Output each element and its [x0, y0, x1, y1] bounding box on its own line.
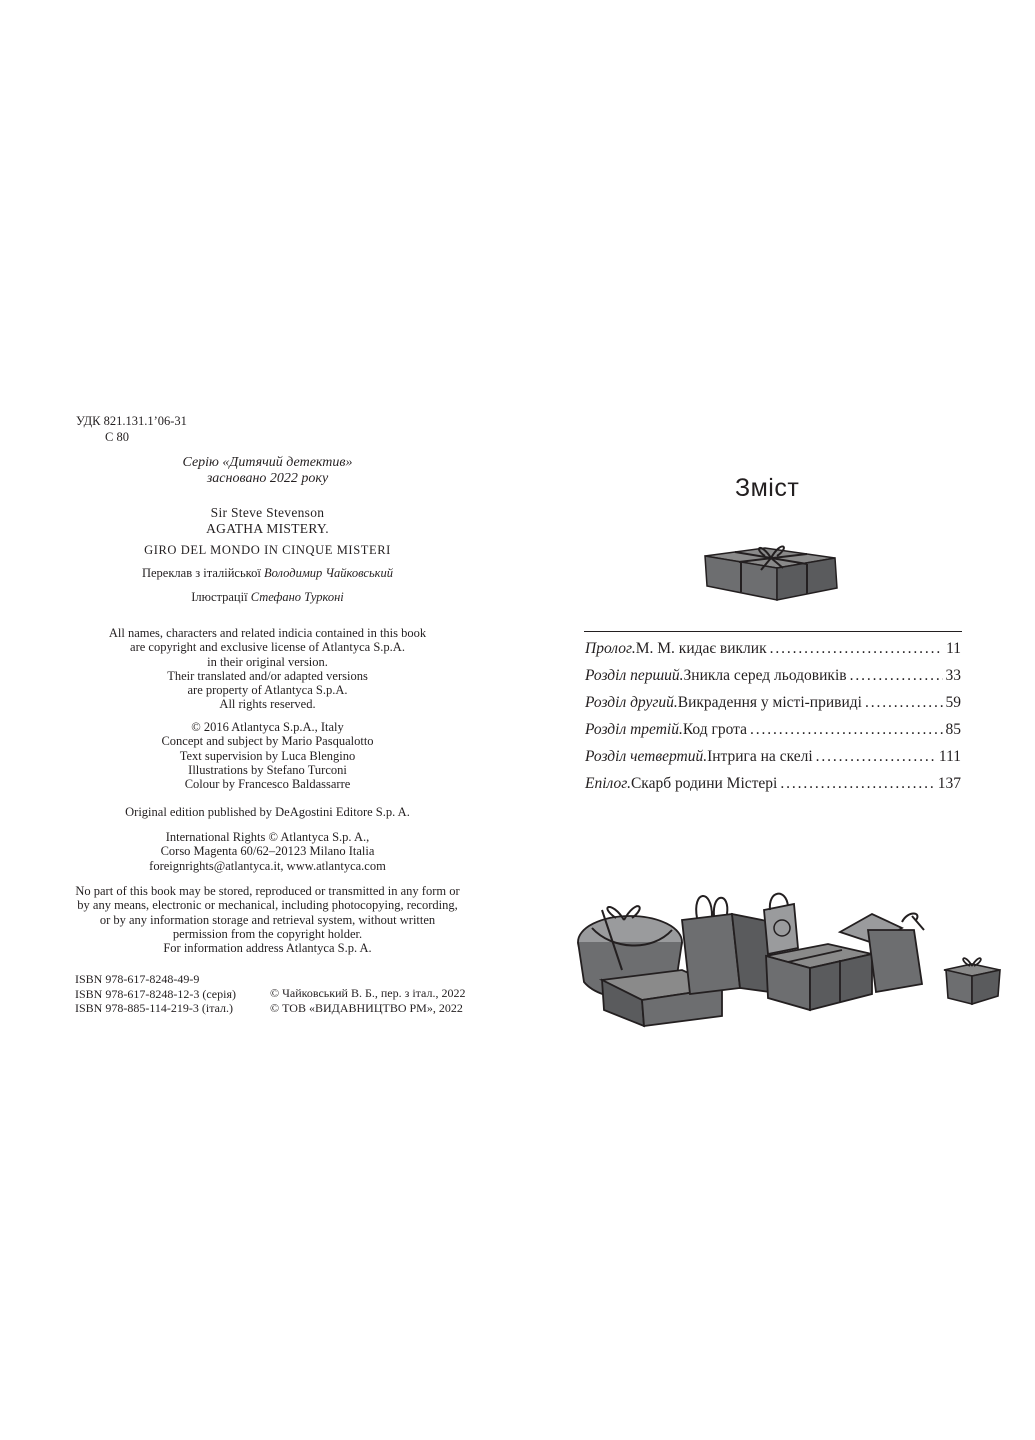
copyright-list: [270, 986, 465, 1015]
toc-entry-title: Зникла серед льодовиків: [683, 667, 847, 684]
toc-entry-title: Код грота: [682, 721, 747, 738]
copyright-line: © ТОВ «ВИДАВНИЦТВО РМ», 2022: [270, 1000, 463, 1015]
credits: [60, 720, 475, 791]
toc-entry[interactable]: [585, 640, 961, 667]
rights-line: are copyright and exclusive license of Atlantyca S.p.A.: [130, 640, 405, 655]
divider: [584, 631, 962, 632]
credit-line: Text supervision by Luca Blengino: [179, 748, 356, 763]
rights-line: are property of Atlantyca S.p.A.: [187, 683, 348, 698]
rights-line: Their translated and/or adapted versions: [167, 668, 368, 683]
table-of-contents: [585, 640, 961, 802]
isbn-line: ISBN 978-617-8248-12-3 (серія): [75, 986, 236, 1001]
copyright-line: © Чайковський В. Б., пер. з італ., 2022: [270, 986, 466, 1000]
leader-dots: [850, 667, 943, 685]
notice-line: No part of this book may be stored, reproduced or transmitted in any form or: [75, 884, 460, 898]
toc-entry-lead: Пролог.: [585, 640, 636, 657]
toc-entry[interactable]: [585, 667, 961, 694]
contents-page: [517, 0, 1035, 1440]
credit-line: © 2016 Atlantyca S.p.A., Italy: [191, 720, 344, 734]
intl-line: International Rights © Atlantyca S.p. A.,: [165, 830, 370, 844]
credit-line: Colour by Francesco Baldassarre: [184, 777, 351, 792]
translator-label: Переклав з італійської: [141, 566, 264, 580]
toc-page-number: 137: [937, 775, 961, 792]
udk-code: [76, 413, 187, 445]
contents-title: Зміст: [735, 474, 800, 502]
udk-line: УДК 821.131.1’06-31: [76, 414, 187, 428]
series-line: засновано 2022 року: [206, 471, 329, 486]
toc-entry[interactable]: [585, 694, 961, 721]
toc-entry-title: Інтрига на скелі: [707, 748, 813, 765]
rights-notice: [60, 626, 475, 712]
toc-entry-lead: Епілог.: [585, 775, 631, 792]
notice-line: For information address Atlantyca S.p. A.: [163, 941, 372, 956]
notice-line: or by any information storage and retrieval system, without written: [99, 912, 436, 927]
author-mark: С 80: [105, 430, 129, 444]
illustrator-label: Ілюстрації: [191, 590, 251, 604]
toc-entry-title: Скарб родини Містері: [630, 775, 778, 792]
toc-page-number: 33: [945, 667, 961, 684]
leader-dots: [865, 694, 943, 712]
notice-line: by any means, electronic or mechanical, including photocopying, recording,: [77, 898, 458, 913]
toc-entry[interactable]: [585, 748, 961, 775]
notice-line: permission from the copyright holder.: [172, 926, 363, 941]
book-author-title: [60, 505, 475, 537]
imprint-page: [0, 0, 517, 1440]
isbn-line: ISBN 978-885-114-219-3 (італ.): [75, 1001, 234, 1015]
book-title: AGATHA MISTERY.: [206, 521, 329, 536]
leader-dots: [750, 721, 943, 739]
intl-line: foreignrights@atlantyca.it, www.atlantyca.com: [149, 858, 386, 873]
isbn-line: ISBN 978-617-8248-49-9: [75, 972, 200, 986]
illustrator-credit: [60, 590, 475, 604]
toc-entry-lead: Розділ перший.: [585, 667, 684, 684]
toc-entry-lead: Розділ другий.: [585, 694, 678, 711]
book-author: Sir Steve Stevenson: [210, 505, 325, 520]
gift-pile-illustration: [572, 870, 1002, 1030]
toc-entry-lead: Розділ третій.: [585, 721, 683, 738]
toc-page-number: 59: [945, 694, 961, 711]
illustrator-name: Стефано Турконі: [250, 590, 344, 604]
reproduction-notice: [60, 884, 475, 955]
isbn-list: [75, 972, 236, 1016]
credit-line: Illustrations by Stefano Turconi: [188, 762, 347, 777]
credit-line: Concept and subject by Mario Pasqualotto: [161, 734, 374, 749]
toc-entry[interactable]: [585, 721, 961, 748]
gift-box-illustration: [695, 534, 845, 606]
rights-line: All names, characters and related indicia contained in this book: [108, 626, 427, 640]
toc-entry-title: М. М. кидає виклик: [635, 640, 767, 657]
series-line: Серію «Дитячий детектив»: [182, 455, 353, 470]
leader-dots: [780, 775, 934, 793]
toc-page-number: 85: [945, 721, 961, 738]
toc-entry-title: Викрадення у місті-привиді: [677, 694, 862, 711]
original-edition: Original edition published by DeAgostini Editore S.p. A.: [125, 805, 410, 819]
leader-dots: [770, 640, 943, 658]
toc-page-number: 111: [938, 748, 961, 765]
rights-line: All rights reserved.: [219, 697, 316, 712]
intl-line: Corso Magenta 60/62–20123 Milano Italia: [160, 844, 375, 859]
book-subtitle: GIRO DEL MONDO IN CINQUE MISTERI: [144, 543, 391, 557]
translator-credit: [60, 566, 475, 580]
rights-line: in their original version.: [207, 654, 328, 669]
translator-name: Володимир Чайковський: [263, 566, 394, 580]
toc-entry[interactable]: [585, 775, 961, 802]
toc-page-number: 11: [946, 640, 961, 657]
toc-entry-lead: Розділ четвертий.: [585, 748, 708, 765]
leader-dots: [816, 748, 936, 766]
series-note: [60, 455, 475, 487]
international-rights: [60, 830, 475, 873]
